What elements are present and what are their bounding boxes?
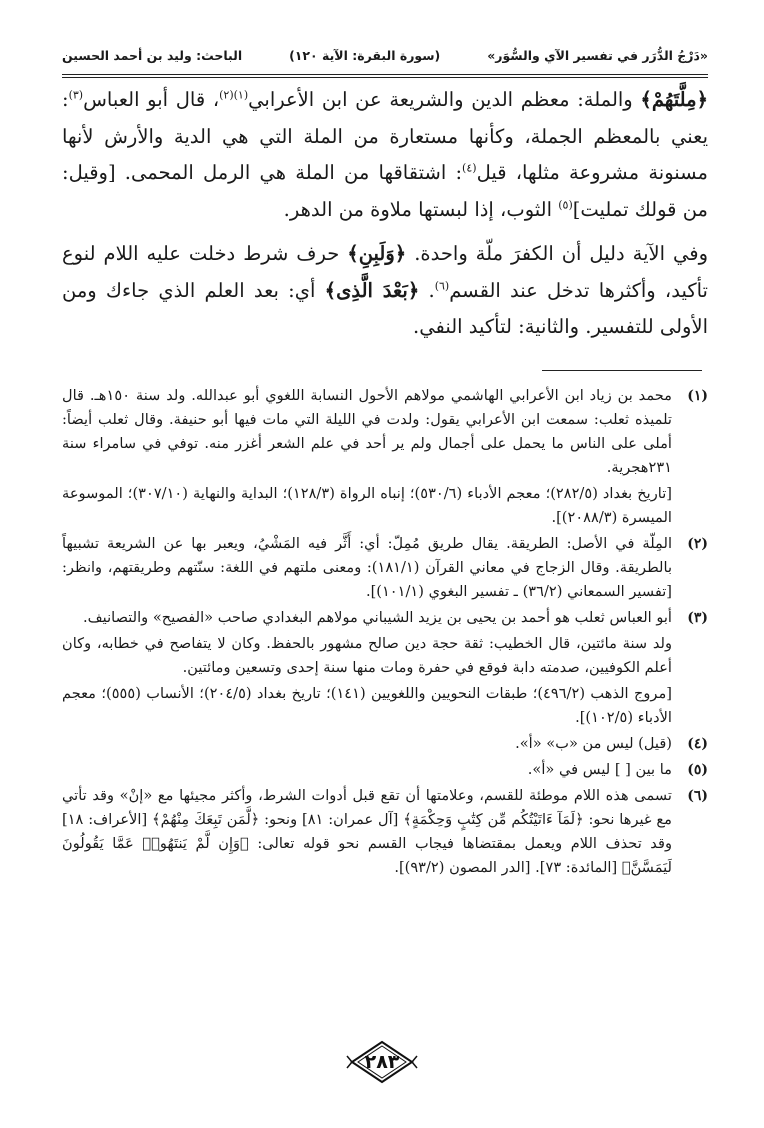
footnote-ref: (٥) bbox=[558, 198, 573, 211]
paragraph-2: وفي الآية دليل أن الكفرَ ملّة واحدة. ﴿وَلَبِنِ﴾ حرف شرط دخلت عليه اللام لنوع تأكيد، وأكثرها تدخل عند القسم$^{(٦)}$. ﴿بَعْدَ الَّذِى﴾ أي: بعد العلم الذي جاءك ومن الأولى للتفسير. والثانية: لتأكيد النفي. bbox=[62, 242, 708, 338]
surah-reference: (سورة البقرة: الآية ١٢٠) bbox=[289, 47, 441, 63]
footnote-separator bbox=[542, 370, 702, 371]
footnote-number: (٤) bbox=[687, 736, 708, 752]
footnote-text: تسمى هذه اللام موطئة للقسم، وعلامتها أن تقع قبل أدوات الشرط، وأكثر مجيئها مع «إنْ» وقد تأتي مع غيرها نحو: ﴿لَمَآ ءَاتَيْتُكُم مِّن كِتَٰبٍ وَحِكْمَةٍ﴾ [آل عمران: ٨١] ونحو: ﴿لَّمَن تَبِعَكَ مِنْهُمْ﴾ [الأعراف: ١٨] وقد تحذف اللام ويعمل بمقتضاها فيجاب القسم نحو قوله تعالى: ﴿وَإِن لَّمْ يَنتَهُوا۟ عَمَّا يَقُولُونَ لَيَمَسَّنَّ﴾ [المائدة: ٧٣]. [الدر المصون (٩٣/٢)]. bbox=[62, 787, 672, 876]
footnote-5 bbox=[62, 758, 708, 782]
page-number-ornament bbox=[346, 1040, 418, 1084]
footnote-ref: (١)(٢) bbox=[219, 88, 249, 102]
footnote-number: (٢) bbox=[687, 536, 708, 552]
footnote-number: (١) bbox=[687, 388, 708, 404]
paragraph-1: ﴿مِلَّتَهُمْ﴾ والملة: معظم الدين والشريعة عن ابن الأعرابي$^{(١)(٢)}$، قال أبو العباس$^{(٣)}$: يعني بالمعظم الجملة، وكأنها مستعارة من الملة التي هي الدية والأرش لأنها مسنونة مشروعة مثلها، قيل$^{(٤)}$: اشتقاقها من الملة هي الرمل المحمى. [وقيل: من قولك تمليت]$^{(٥)}$ الثوب، إذا لبستها ملاوة من الدهر. bbox=[62, 88, 708, 221]
footnote-text: [مروج الذهب (٤٩٦/٢)؛ طبقات النحويين واللغويين (١٤١)؛ تاريخ بغداد (٢٠٤/٥)؛ الأنساب (٥٥٥)؛ معجم الأدباء (١٠٢/٥)]. bbox=[62, 685, 672, 726]
quran-word: ﴿بَعْدَ الَّذِى﴾ bbox=[324, 278, 420, 302]
footnotes bbox=[62, 384, 708, 880]
footnote-text: ولد سنة مائتين، قال الخطيب: ثقة حجة دين صالح مشهور بالحفظ. وكان لا يتفاصح في خطابه، وكان أعلم الكوفيين، صدمته دابة فوقع في حفرة ومات منها سنة إحدى وتسعين ومائتين. bbox=[62, 635, 672, 676]
header-rule-thin bbox=[62, 77, 708, 78]
footnote-number: (٥) bbox=[687, 762, 708, 778]
footnote-ref: (٦) bbox=[434, 279, 450, 292]
footnote-text: محمد بن زياد ابن الأعرابي الهاشمي مولاهم الأحول النسابة اللغوي أبو عبدالله. ولد سنة ١٥٠هـ. قال تلميذه ثعلب: سمعت ابن الأعرابي يقول: ولدت في الليلة التي مات فيها أبو حنيفة. وقال ثعلب أيضاً: أملى على الناس ما يحمل على أجمال ولم ير أحد في علم الشعر أغزر منه. توفي في سامراء سنة ٢٣١هجرية. bbox=[62, 387, 672, 476]
quran-word: ﴿مِلَّتَهُمْ﴾ bbox=[640, 88, 708, 111]
footnote-text: (قيل) ليس من «ب» «أ». bbox=[515, 735, 672, 752]
footnote-text: أبو العباس ثعلب هو أحمد بن يحيى بن يزيد الشيباني مولاهم البغدادي صاحب «الفصيح» والتصانيف. bbox=[82, 609, 672, 626]
researcher-name: الباحث: وليد بن أحمد الحسين bbox=[62, 47, 243, 63]
footnote-2 bbox=[62, 532, 708, 604]
footnote-ref: (٣) bbox=[68, 88, 84, 102]
footnote-ref: (٤) bbox=[462, 161, 477, 175]
footnote-text: المِلّة في الأصل: الطريقة. يقال طريق مُمِلّ: أي: أَثَّر فيه المَشْيُ، ويعبر بها عن الشريعة تشبيهاً بالطريقة. وقال الزجاج في معاني القرآن (١٨١/١): ومعنى ملتهم في اللغة: سنّتهم وطريقتهم، وانظر: [تفسير السمعاني (٣٦/٢) ـ تفسير البغوي (١٠١/١)]. bbox=[62, 535, 672, 600]
footnote-6 bbox=[62, 784, 708, 880]
running-header bbox=[62, 40, 708, 70]
footnote-3 bbox=[62, 606, 708, 730]
header-rule bbox=[62, 74, 708, 75]
book-title: «دَرْجُ الدُّرَر في تفسير الآي والسُّوَر» bbox=[487, 47, 708, 63]
footnote-1 bbox=[62, 384, 708, 530]
footnote-4 bbox=[62, 732, 708, 756]
footnote-number: (٣) bbox=[687, 610, 708, 626]
footnote-number: (٦) bbox=[687, 788, 708, 804]
page-number: ٢٨٣ bbox=[364, 1051, 400, 1073]
footnote-text: [تاريخ بغداد (٢٨٢/٥)؛ معجم الأدباء (٥٣٠/٦)؛ إنباه الرواة (١٢٨/٣)؛ البداية والنهاية (٣٠٧/١٠)؛ الموسوعة الميسرة (٢٠٨٨/٣)]. bbox=[62, 485, 672, 526]
footnote-text: ما بين [ ] ليس في «أ». bbox=[527, 761, 672, 778]
main-text bbox=[62, 82, 708, 346]
quran-word: ﴿وَلَبِنِ﴾ bbox=[347, 242, 407, 265]
